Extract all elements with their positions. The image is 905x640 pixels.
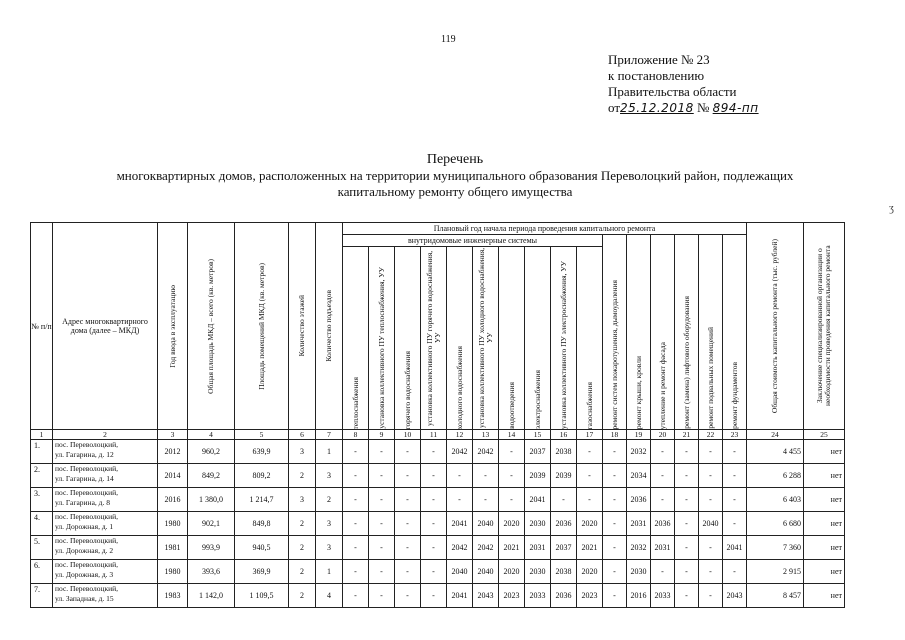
column-number: 8 [343, 430, 369, 440]
row-plan-year: - [651, 560, 675, 584]
row-area-total: 902,1 [188, 512, 235, 536]
row-number: 3. [31, 488, 53, 512]
row-plan-year: 2030 [627, 560, 651, 584]
row-plan-year: 2042 [447, 536, 473, 560]
row-area-rooms: 639,9 [235, 440, 289, 464]
column-number: 13 [473, 430, 499, 440]
row-plan-year: - [343, 488, 369, 512]
row-plan-year: - [343, 560, 369, 584]
row-entrances: 1 [316, 440, 343, 464]
row-plan-year: 2040 [473, 512, 499, 536]
row-plan-year: - [447, 464, 473, 488]
table-row [31, 512, 845, 536]
row-entrances: 3 [316, 464, 343, 488]
row-area-rooms: 809,2 [235, 464, 289, 488]
header-plan-year: Плановый год начала периода проведения капитального ремонта [343, 223, 747, 235]
row-plan-year: - [723, 464, 747, 488]
row-plan-year: - [551, 488, 577, 512]
column-number: 20 [651, 430, 675, 440]
row-plan-year: - [369, 536, 395, 560]
row-plan-year: 2034 [627, 464, 651, 488]
row-plan-year: 2023 [577, 584, 603, 608]
handwritten-date: 25.12.2018 [620, 101, 694, 115]
from-prefix: от [608, 100, 621, 115]
row-area-rooms: 1 109,5 [235, 584, 289, 608]
row-plan-year: 2041 [447, 512, 473, 536]
row-plan-year: - [675, 488, 699, 512]
row-plan-year: 2042 [473, 536, 499, 560]
row-address [53, 464, 158, 488]
row-plan-year: - [369, 488, 395, 512]
row-plan-year: 2042 [447, 440, 473, 464]
row-plan-year: - [699, 488, 723, 512]
header-plan-col: холодного водоснабжения [447, 247, 473, 430]
row-plan-year: - [675, 440, 699, 464]
row-cost: 6 680 [747, 512, 804, 536]
row-plan-year: 2041 [447, 584, 473, 608]
row-cost: 2 915 [747, 560, 804, 584]
row-plan-year: - [343, 512, 369, 536]
header-plan-col: теплоснабжения [343, 247, 369, 430]
row-number: 1. [31, 440, 53, 464]
row-conclusion: нет [804, 584, 845, 608]
row-plan-year: - [395, 488, 421, 512]
row-plan-year: 2039 [525, 464, 551, 488]
row-cost: 6 403 [747, 488, 804, 512]
row-plan-year: - [369, 464, 395, 488]
row-plan-year: 2040 [473, 560, 499, 584]
appendix-block [608, 52, 759, 116]
column-number: 1 [31, 430, 53, 440]
column-number: 12 [447, 430, 473, 440]
title-heading: Перечень [426, 152, 484, 167]
header-plan-col: установка коллективного ПУ холодного водоснабжения, УУ [473, 247, 499, 430]
row-plan-year: 2030 [525, 512, 551, 536]
row-floors: 3 [289, 440, 316, 464]
row-plan-year: - [499, 440, 525, 464]
column-number: 19 [627, 430, 651, 440]
row-plan-year: 2032 [627, 536, 651, 560]
row-year: 1980 [158, 512, 188, 536]
row-cost: 8 457 [747, 584, 804, 608]
row-plan-year: - [651, 440, 675, 464]
row-conclusion: нет [804, 464, 845, 488]
row-plan-year: - [699, 584, 723, 608]
row-plan-year: - [651, 488, 675, 512]
row-floors: 2 [289, 512, 316, 536]
row-floors: 2 [289, 464, 316, 488]
row-plan-year: 2033 [651, 584, 675, 608]
row-plan-year: - [369, 584, 395, 608]
header-plan-col: электроснабжения [525, 247, 551, 430]
row-plan-year: 2038 [551, 440, 577, 464]
row-area-total: 993,9 [188, 536, 235, 560]
row-plan-year: 2031 [627, 512, 651, 536]
row-plan-year: 2037 [551, 536, 577, 560]
row-plan-year: - [473, 464, 499, 488]
row-area-total: 393,6 [188, 560, 235, 584]
row-plan-year: - [421, 512, 447, 536]
table-row [31, 488, 845, 512]
row-plan-year: - [395, 536, 421, 560]
address-settlement: пос. Переволоцкий, [55, 584, 119, 593]
header-plan-col: установка коллективного ПУ теплоснабжения, УУ [369, 247, 395, 430]
row-year: 1983 [158, 584, 188, 608]
column-number: 22 [699, 430, 723, 440]
address-street: ул. Гагарина, д. 8 [55, 498, 110, 507]
title-line: капитальному ремонту общего имущества [337, 184, 573, 199]
row-cost: 7 360 [747, 536, 804, 560]
row-plan-year: - [343, 584, 369, 608]
table-row [31, 584, 845, 608]
header-plan-col: ремонт подвальных помещений [699, 235, 723, 430]
row-area-rooms: 1 214,7 [235, 488, 289, 512]
row-plan-year: 2042 [473, 440, 499, 464]
row-plan-year: 2021 [577, 536, 603, 560]
column-number: 18 [603, 430, 627, 440]
row-plan-year: - [723, 488, 747, 512]
row-plan-year: - [699, 464, 723, 488]
row-plan-year: 2023 [499, 584, 525, 608]
row-plan-year: 2043 [723, 584, 747, 608]
row-conclusion: нет [804, 440, 845, 464]
header-plan-col: утепление и ремонт фасада [651, 235, 675, 430]
header-entrances: Количество подъездов [316, 223, 343, 430]
row-plan-year: 2036 [551, 512, 577, 536]
row-plan-year: 2036 [551, 584, 577, 608]
header-address: Адрес многоквартирного дома (далее – МКД) [53, 223, 158, 430]
row-conclusion: нет [804, 536, 845, 560]
column-number: 6 [289, 430, 316, 440]
row-plan-year: - [369, 560, 395, 584]
header-number: № п/п [31, 223, 53, 430]
row-entrances: 1 [316, 560, 343, 584]
row-plan-year: 2031 [651, 536, 675, 560]
header-plan-col: водоотведения [499, 247, 525, 430]
column-number: 15 [525, 430, 551, 440]
row-cost: 6 288 [747, 464, 804, 488]
header-area-total: Общая площадь МКД – всего (кв. метров) [188, 223, 235, 430]
header-year: Год ввода в эксплуатацию [158, 223, 188, 430]
row-plan-year: - [395, 512, 421, 536]
appendix-date-line [608, 100, 759, 116]
column-number: 14 [499, 430, 525, 440]
row-year: 1981 [158, 536, 188, 560]
row-address [53, 560, 158, 584]
column-number: 9 [369, 430, 395, 440]
column-number: 10 [395, 430, 421, 440]
row-plan-year: 2020 [577, 512, 603, 536]
row-year: 1980 [158, 560, 188, 584]
row-plan-year: - [421, 464, 447, 488]
row-plan-year: - [675, 512, 699, 536]
row-area-total: 849,2 [188, 464, 235, 488]
row-number: 4. [31, 512, 53, 536]
row-plan-year: - [675, 536, 699, 560]
row-entrances: 2 [316, 488, 343, 512]
row-plan-year: - [499, 464, 525, 488]
row-plan-year: - [499, 488, 525, 512]
address-settlement: пос. Переволоцкий, [55, 536, 119, 545]
row-entrances: 3 [316, 536, 343, 560]
row-conclusion: нет [804, 560, 845, 584]
column-number: 2 [53, 430, 158, 440]
row-plan-year: - [577, 488, 603, 512]
row-address [53, 488, 158, 512]
row-plan-year: 2036 [627, 488, 651, 512]
column-number: 7 [316, 430, 343, 440]
address-street: ул. Западная, д. 15 [55, 594, 114, 603]
header-area-rooms: Площадь помещений МКД (кв. метров) [235, 223, 289, 430]
column-number: 23 [723, 430, 747, 440]
appendix-line: Правительства области [608, 84, 737, 99]
address-street: ул. Дорожная, д. 3 [55, 570, 114, 579]
table-row [31, 536, 845, 560]
row-area-total: 1 380,0 [188, 488, 235, 512]
appendix-title: Приложение № 23 [608, 52, 710, 67]
row-plan-year: - [577, 464, 603, 488]
row-entrances: 3 [316, 512, 343, 536]
row-plan-year: 2030 [525, 560, 551, 584]
header-plan-col: ремонт (замена) лифтового оборудования [675, 235, 699, 430]
row-plan-year: - [723, 440, 747, 464]
row-plan-year: - [603, 464, 627, 488]
row-address [53, 512, 158, 536]
row-year: 2016 [158, 488, 188, 512]
stray-pen-mark: ʒ [889, 202, 894, 214]
row-plan-year: 2037 [525, 440, 551, 464]
row-plan-year: 2020 [499, 512, 525, 536]
row-plan-year: - [395, 440, 421, 464]
address-street: ул. Дорожная, д. 2 [55, 546, 114, 555]
row-plan-year: 2021 [499, 536, 525, 560]
row-plan-year: - [699, 440, 723, 464]
row-area-total: 1 142,0 [188, 584, 235, 608]
row-number: 7. [31, 584, 53, 608]
column-number: 11 [421, 430, 447, 440]
row-plan-year: - [343, 536, 369, 560]
address-street: ул. Гагарина, д. 12 [55, 450, 114, 459]
row-plan-year: 2032 [627, 440, 651, 464]
header-plan-col: установка коллективного ПУ электроснабжения, УУ [551, 247, 577, 430]
row-plan-year: - [603, 512, 627, 536]
number-prefix: № [696, 100, 710, 115]
row-cost: 4 455 [747, 440, 804, 464]
row-address [53, 440, 158, 464]
row-plan-year: - [675, 584, 699, 608]
row-plan-year: - [369, 512, 395, 536]
row-plan-year: 2039 [551, 464, 577, 488]
row-plan-year: - [395, 464, 421, 488]
row-number: 2. [31, 464, 53, 488]
header-plan-col: горячего водоснабжения [395, 247, 421, 430]
row-year: 2012 [158, 440, 188, 464]
header-plan-col: газоснабжения [577, 247, 603, 430]
row-plan-year: - [343, 440, 369, 464]
row-plan-year: - [577, 440, 603, 464]
row-plan-year: - [421, 440, 447, 464]
row-plan-year: - [603, 560, 627, 584]
table-row [31, 560, 845, 584]
row-plan-year: - [421, 560, 447, 584]
row-plan-year: - [421, 536, 447, 560]
column-number: 3 [158, 430, 188, 440]
row-plan-year: 2038 [551, 560, 577, 584]
row-address [53, 536, 158, 560]
row-plan-year: - [723, 512, 747, 536]
row-plan-year: - [369, 440, 395, 464]
housing-register-table [30, 222, 845, 608]
row-plan-year: - [421, 488, 447, 512]
table-row [31, 464, 845, 488]
header-plan-col: установка коллективного ПУ горячего водоснабжения, УУ [421, 247, 447, 430]
row-plan-year: - [603, 584, 627, 608]
row-plan-year: - [395, 560, 421, 584]
row-area-rooms: 849,8 [235, 512, 289, 536]
appendix-line: к постановлению [608, 68, 705, 83]
row-plan-year: - [473, 488, 499, 512]
column-number: 4 [188, 430, 235, 440]
row-entrances: 4 [316, 584, 343, 608]
address-settlement: пос. Переволоцкий, [55, 440, 119, 449]
row-plan-year: 2033 [525, 584, 551, 608]
address-street: ул. Гагарина, д. 14 [55, 474, 114, 483]
row-number: 5. [31, 536, 53, 560]
row-plan-year: - [603, 440, 627, 464]
row-plan-year: 2041 [723, 536, 747, 560]
row-plan-year: - [603, 536, 627, 560]
address-settlement: пос. Переволоцкий, [55, 560, 119, 569]
row-plan-year: - [675, 464, 699, 488]
row-conclusion: нет [804, 512, 845, 536]
row-conclusion: нет [804, 488, 845, 512]
row-plan-year: - [395, 584, 421, 608]
column-number: 24 [747, 430, 804, 440]
row-address [53, 584, 158, 608]
header-plan-col: ремонт систем пожаротушения, дымоудаления [603, 235, 627, 430]
header-plan-col: ремонт фундаментов [723, 235, 747, 430]
row-plan-year: - [603, 488, 627, 512]
row-plan-year: 2020 [499, 560, 525, 584]
row-plan-year: 2020 [577, 560, 603, 584]
row-plan-year: 2040 [699, 512, 723, 536]
row-floors: 2 [289, 560, 316, 584]
row-plan-year: 2036 [651, 512, 675, 536]
page-number: 119 [441, 34, 456, 45]
row-plan-year: - [421, 584, 447, 608]
header-plan-col: ремонт крыши, кровли [627, 235, 651, 430]
column-number: 5 [235, 430, 289, 440]
row-area-rooms: 940,5 [235, 536, 289, 560]
row-plan-year: 2040 [447, 560, 473, 584]
row-area-rooms: 369,9 [235, 560, 289, 584]
document-title [20, 152, 890, 200]
row-plan-year: - [675, 560, 699, 584]
row-floors: 2 [289, 536, 316, 560]
row-plan-year: - [651, 464, 675, 488]
header-engineering-systems: внутридомовые инженерные системы [343, 235, 603, 247]
address-settlement: пос. Переволоцкий, [55, 464, 119, 473]
row-area-total: 960,2 [188, 440, 235, 464]
row-plan-year: 2043 [473, 584, 499, 608]
header-floors: Количество этажей [289, 223, 316, 430]
row-plan-year: - [723, 560, 747, 584]
row-plan-year: - [699, 560, 723, 584]
column-number: 16 [551, 430, 577, 440]
row-plan-year: 2041 [525, 488, 551, 512]
row-number: 6. [31, 560, 53, 584]
row-floors: 3 [289, 488, 316, 512]
header-conclusion: Заключение специализированной организации о необходимости проведения капитального ремонта [804, 223, 845, 430]
row-year: 2014 [158, 464, 188, 488]
row-floors: 2 [289, 584, 316, 608]
row-plan-year: - [447, 488, 473, 512]
address-settlement: пос. Переволоцкий, [55, 488, 119, 497]
row-plan-year: 2016 [627, 584, 651, 608]
row-plan-year: - [699, 536, 723, 560]
handwritten-number: 894-пп [712, 101, 759, 115]
row-plan-year: - [343, 464, 369, 488]
address-settlement: пос. Переволоцкий, [55, 512, 119, 521]
table-row [31, 440, 845, 464]
column-number: 17 [577, 430, 603, 440]
address-street: ул. Дорожная, д. 1 [55, 522, 114, 531]
row-plan-year: 2031 [525, 536, 551, 560]
column-number: 21 [675, 430, 699, 440]
column-numbers-row [31, 430, 845, 440]
column-number: 25 [804, 430, 845, 440]
title-line: многоквартирных домов, расположенных на территории муниципального образования Переволоцкий район, подлежащих [116, 168, 794, 183]
header-cost: Общая стоимость капитального ремонта (тыс. рублей) [747, 223, 804, 430]
